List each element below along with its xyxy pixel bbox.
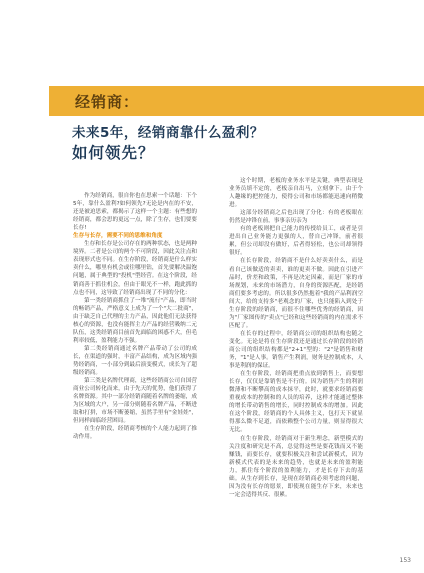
paragraph: 在长存的过程中，经销商公司的组织结构也随之变化。无论是将在生存阶段还是通过长存阶段的经销商公司的组织结构都是"2+1"型的："2"是销售和财务，"1"是人事。销售产生利润，财务是控制成本，人事是利润的保证。 xyxy=(229,330,363,370)
paragraph: 生存和长存是公司存在的两种状态，也是两种境界。二者是公司的两个不可阶段，因此关注点和表现形式也不同。在生存阶段，经销商是什么样实卖什么，哪里有机会或往哪里钻，首先要解决温饱问题，属于典型的"投机"型经营。在这个阶段，经销商善于抓住机会，但由于眼光不一样，跑此抓的点也不同，这导致了经销商出现了不同的分化： xyxy=(73,241,197,296)
article-title: 未来5年，经销商靠什么盈利？ xyxy=(72,125,264,141)
paragraph: 在生存阶段，经销商对于新生理念，新型模式的关注度和研究是不高，总觉得这些是要花钱而又不能赚钱，而要长存，就要积极关注和尝试新模式，因为新模式代表的是未来的趋势，也就是未来的盈利能力，抓住每个阶段的盈利能力，才是长存下去的基础。从生存到长存，是现在经销商必须考虑的问题，因为没有长存的愿景，即使现在能生存下来，未来也一定会适得其反、很累。 xyxy=(229,435,363,498)
section-heading: 生存与长存，需要不同的思维和角度 xyxy=(73,233,163,240)
paragraph: 这部分经销商之后也出现了分化：有的老板眼在仍然是冲锋在前，事事亲历亲为 xyxy=(229,210,363,225)
paragraph: 这个时期，老板的业务水平是关键，典型表现是业务员填不定的，老板亲自出马，立刻拿下。由于个人趣缘的把控能力，使得公司和市场都能迅速向稍微进。 xyxy=(229,178,363,209)
section-header xyxy=(49,86,424,116)
paragraph: 在生存阶段，经销商把重点放到销售上，而要想长存，仅仅是靠销售是不行的。因为销售产生的利润微薄和不断攀高的成本抹平，此时，就要求经销商要重视成本的控制和的人员的培养，这样才能通过整体的增长带动销售的增长，同时控制成本的增加。因此在这个阶段，经销商的个人具体主义，包打天下就显得那么微不足道，而依赖整个公司力量，则显得很大无比。 xyxy=(229,371,363,434)
paragraph: 在生存阶段，经销商考核的个人能力起到了推动作用。 xyxy=(73,426,197,441)
section-title: 经销商： xyxy=(75,92,140,111)
right-text-column xyxy=(229,177,363,499)
paragraph: 第二类经销商通过名牌产品带动了公司的成长，在渠道的强时，丰富产品结构，成为区域内强势经销商，一小部分到最后演变模式，成长为了超级经销商。 xyxy=(73,345,197,377)
left-text-column xyxy=(73,192,197,441)
paragraph: 作为经销商，很自你也在思索一个话题：下个5年，靠什么盈利?如何领先?无论是内在的不安，还是被迫思索，都揭示了这样一个主题：有些想的经销商，都会思的更远一点，除了生存，也们要要长存! xyxy=(73,193,197,232)
page-number: 153 xyxy=(399,557,411,564)
paragraph: 第一类经销商抓住了一堆"流行"产品，即当时的畅销产品，严格意义上成为了一个"大二批商"，由于缺乏自己代理的主力产品，因此他们无法获得核心的资源，也没有能挥主力产品的经营吸纳二元队伍，这类经销商目前首先面临的困惑不大，但毛利率较低，盈利能力不强。 xyxy=(73,297,197,344)
paragraph: 第三类是名牌代理商，这些经销商公司自国营商业公司转化而来，由于先天的优势，他们获得了名牌资源。其中一部分经销商随着名牌的萎缩，成为区域的大户，另一部分则随着名牌产品，不断进取和打拼，市场不断萎缩，虽然手里有"金娃娃"，但同样面临经营困局。 xyxy=(73,378,197,425)
paragraph: 在长存阶段，经销商不是什么好卖卖什么，而是看自己该做适的卖卖，谁的更卖不做。因此在引进产品时，价差和政策，不再是决定因素，而是厂家的市场规划，未来的市场潜力，自身的资源匹配，是经销商们要多考虑的。所以很多仍然抱着"我的产品利润空间大，给的支持多"老观念的厂家，也只能陷入到处于生存阶段的经销商，而很不住哪些优秀的经销商，因为"厂家图传的"卖点"已经和这些经销商的内在需求不匹配了。 xyxy=(229,258,363,329)
article-subtitle: 如何领先？ xyxy=(72,144,155,162)
paragraph: 有的老板则把自己能力的传授给员工，或者是引进出自己业务能力更强的人，替自己冲锋，前者很累，但公司却没有做好，后者得轻松，也公司却领得很好。 xyxy=(229,226,363,257)
